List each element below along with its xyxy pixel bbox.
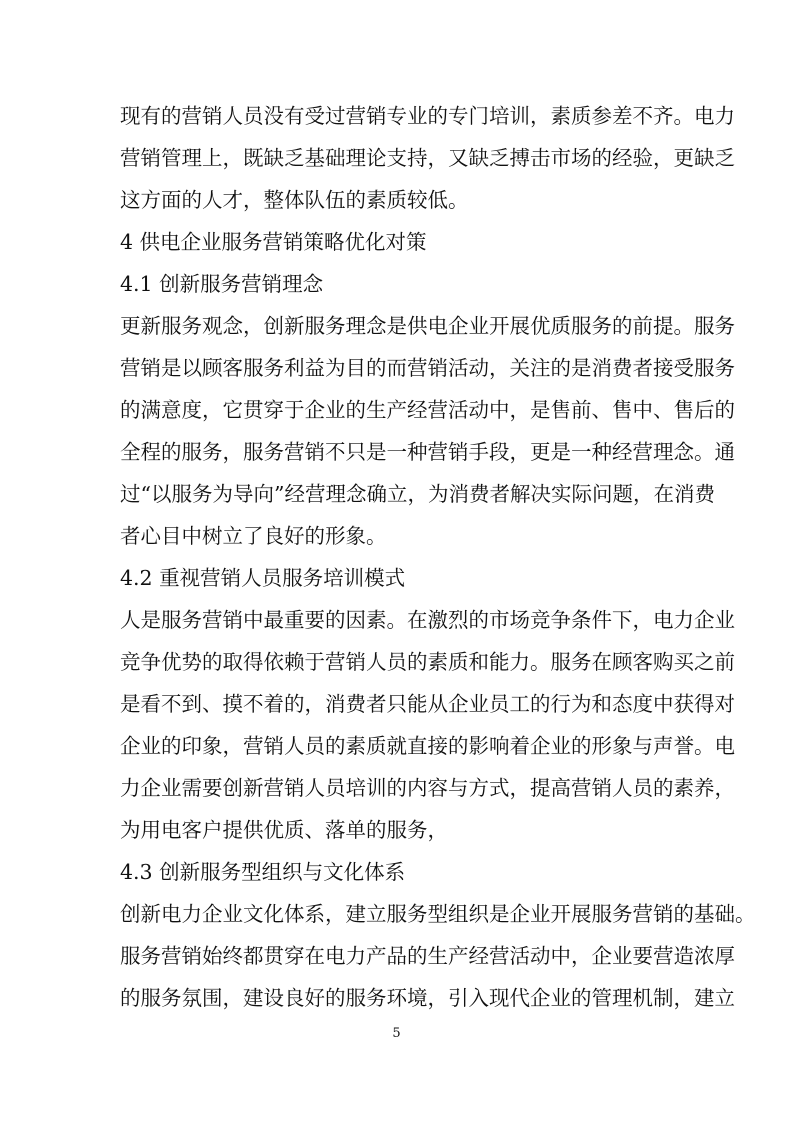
text-line: 力企业需要创新营销人员培训的内容与方式，提高营销人员的素养， (120, 776, 735, 800)
section-heading: 4 供电企业服务营销策略优化对策 (120, 230, 427, 254)
subsection-heading: 4.2 重视营销人员服务培训模式 (120, 566, 406, 590)
text-line: 更新服务观念，创新服务理念是供电企业开展优质服务的前提。服务 (120, 314, 735, 338)
text-line: 这方面的人才，整体队伍的素质较低。 (120, 188, 469, 212)
text-line: 者心目中树立了良好的形象。 (120, 524, 387, 548)
text-line: 的满意度，它贯穿于企业的生产经营活动中，是售前、售中、售后的 (120, 398, 735, 422)
text-line: 创新电力企业文化体系，建立服务型组织是企业开展服务营销的基础。 (120, 902, 756, 926)
text-line: 为用电客户提供优质、落单的服务， (120, 818, 448, 842)
text-line: 的服务氛围，建设良好的服务环境，引入现代企业的管理机制，建立 (120, 986, 735, 1010)
text-line: 现有的营销人员没有受过营销专业的专门培训，素质参差不齐。电力 (120, 104, 735, 128)
text-line: 营销管理上，既缺乏基础理论支持，又缺乏搏击市场的经验，更缺乏 (120, 146, 735, 170)
text-line: 营销是以顾客服务利益为目的而营销活动，关注的是消费者接受服务 (120, 356, 735, 380)
subsection-heading: 4.3 创新服务型组织与文化体系 (120, 860, 406, 884)
text-line: 企业的印象，营销人员的素质就直接的影响着企业的形象与声誉。电 (120, 734, 735, 758)
text-line: 人是服务营销中最重要的因素。在激烈的市场竞争条件下，电力企业 (120, 608, 735, 632)
text-line: 是看不到、摸不着的，消费者只能从企业员工的行为和态度中获得对 (120, 692, 735, 716)
text-line: 全程的服务，服务营销不只是一种营销手段，更是一种经营理念。通 (120, 440, 735, 464)
page-number: 5 (392, 1026, 401, 1041)
text-line: 竞争优势的取得依赖于营销人员的素质和能力。服务在顾客购买之前 (120, 650, 735, 674)
text-line: 服务营销始终都贯穿在电力产品的生产经营活动中，企业要营造浓厚 (120, 944, 735, 968)
subsection-heading: 4.1 创新服务营销理念 (120, 272, 324, 296)
text-line: 过“以服务为导向”经营理念确立，为消费者解决实际问题，在消费 (120, 482, 715, 506)
